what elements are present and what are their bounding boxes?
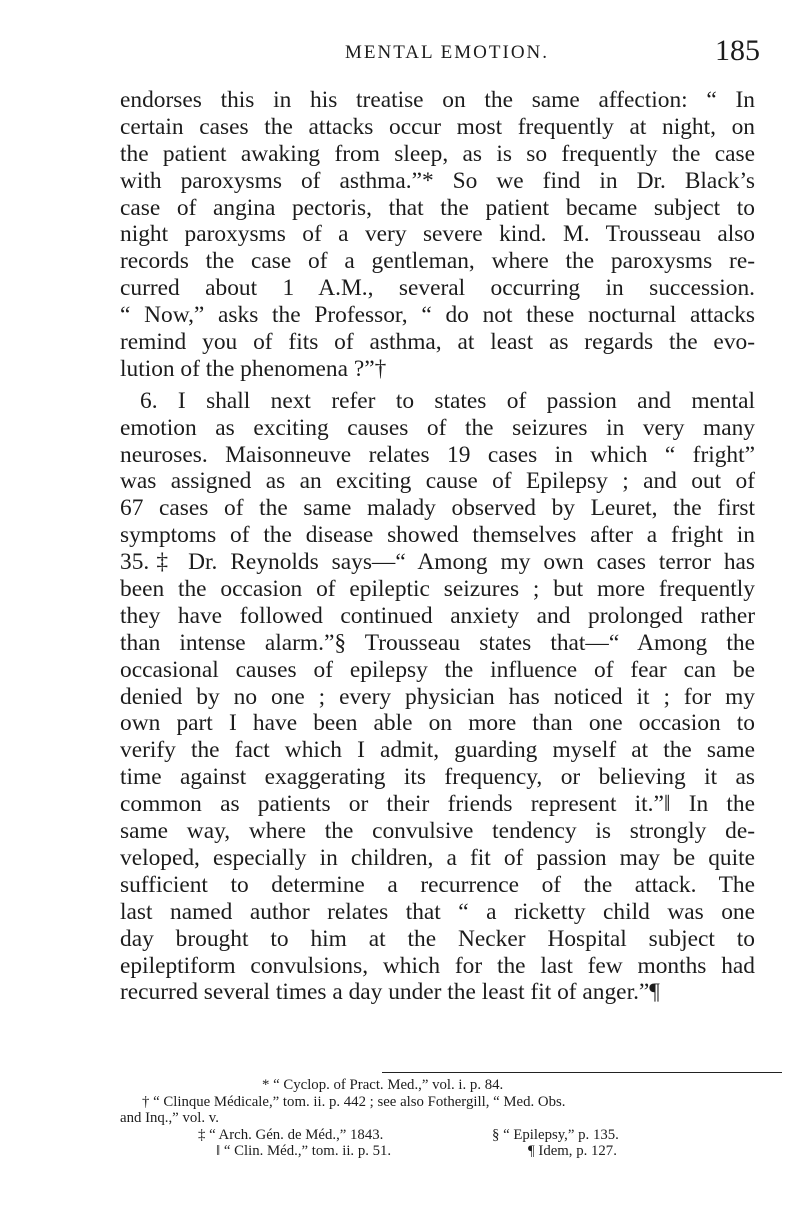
paragraph-end-line: lution of the phenomena ?”† bbox=[120, 355, 387, 382]
running-title: MENTAL EMOTION. bbox=[344, 42, 550, 63]
text-line: “ Now,” asks the Professor, “ do not these nocturnal attacks bbox=[120, 302, 755, 329]
footnote: ¶ Idem, p. 127. bbox=[528, 1143, 617, 1160]
footnote-row bbox=[120, 1143, 760, 1160]
footnotes bbox=[120, 1072, 760, 1160]
text-line: 35.‡ Dr. Reynolds says—“ Among my own cases terror has bbox=[120, 549, 755, 576]
text-line: curred about 1 A.M., several occurring in succession. bbox=[120, 275, 755, 302]
footnote-rule bbox=[382, 1072, 782, 1073]
text-line: day brought to him at the Necker Hospital subject to bbox=[120, 925, 755, 952]
paragraph-end-line: recurred several times a day under the least fit of anger.”¶ bbox=[120, 979, 660, 1006]
footnote: ‡ “ Arch. Gén. de Méd.,” 1843. bbox=[198, 1126, 384, 1143]
text-line: verify the fact which I admit, guarding myself at the same bbox=[120, 737, 755, 764]
text-line: certain cases the attacks occur most frequently at night, on bbox=[120, 113, 755, 140]
text-line: sufficient to determine a recurrence of the attack. The bbox=[120, 871, 755, 898]
text-line: last named author relates that “ a ricketty child was one bbox=[120, 898, 755, 925]
text-line: with paroxysms of asthma.”* So we find in Dr. Black’s bbox=[120, 167, 755, 194]
paragraph-start-line: 6. I shall next refer to states of passion and mental bbox=[140, 387, 755, 414]
text-line: own part I have been able on more than one occasion to bbox=[120, 710, 755, 737]
text-line: time against exaggerating its frequency, or believing it as bbox=[120, 764, 755, 791]
text-line: night paroxysms of a very severe kind. M. Trousseau also bbox=[120, 221, 755, 248]
text-line: occasional causes of epilepsy the influence of fear can be bbox=[120, 656, 755, 683]
text-line: the patient awaking from sleep, as is so frequently the case bbox=[120, 140, 755, 167]
text-line: symptoms of the disease showed themselves after a fright in bbox=[120, 522, 755, 549]
footnote: ‖ “ Clin. Méd.,” tom. ii. p. 51. bbox=[216, 1143, 392, 1160]
text-line: neuroses. Maisonneuve relates 19 cases in which “ fright” bbox=[120, 441, 755, 468]
body-text bbox=[120, 87, 755, 1006]
text-line: 67 cases of the same malady observed by Leuret, the first bbox=[120, 495, 755, 522]
text-line: common as patients or their friends represent it.”‖ In the bbox=[120, 791, 755, 818]
page-number: 185 bbox=[715, 34, 760, 67]
text-line: epileptiform convulsions, which for the last few months had bbox=[120, 952, 755, 979]
text-line: was assigned as an exciting cause of Epilepsy ; and out of bbox=[120, 468, 755, 495]
text-line: they have followed continued anxiety and prolonged rather bbox=[120, 602, 755, 629]
text-line: records the case of a gentleman, where the paroxysms re- bbox=[120, 248, 755, 275]
text-line: same way, where the convulsive tendency is strongly de- bbox=[120, 818, 755, 845]
footnote-continuation: and Inq.,” vol. v. bbox=[120, 1110, 219, 1127]
text-line: emotion as exciting causes of the seizures in very many bbox=[120, 414, 755, 441]
text-line: veloped, especially in children, a fit of passion may be quite bbox=[120, 844, 755, 871]
text-line: endorses this in his treatise on the same affection: “ In bbox=[120, 87, 755, 113]
footnote: † “ Clinque Médicale,” tom. ii. p. 442 ; see also Fothergill, “ Med. Obs. bbox=[142, 1093, 566, 1110]
text-line: denied by no one ; every physician has noticed it ; for my bbox=[120, 683, 755, 710]
text-line: remind you of fits of asthma, at least as regards the evo- bbox=[120, 329, 755, 356]
running-head bbox=[120, 34, 760, 72]
text-line: case of angina pectoris, that the patient became subject to bbox=[120, 194, 755, 221]
footnote: § “ Epilepsy,” p. 135. bbox=[492, 1126, 619, 1143]
footnote-row bbox=[120, 1127, 760, 1144]
text-line: been the occasion of epileptic seizures ; but more frequently bbox=[120, 576, 755, 603]
text-line: than intense alarm.”§ Trousseau states that—“ Among the bbox=[120, 629, 755, 656]
footnote: * “ Cyclop. of Pract. Med.,” vol. i. p. 84. bbox=[262, 1077, 504, 1093]
